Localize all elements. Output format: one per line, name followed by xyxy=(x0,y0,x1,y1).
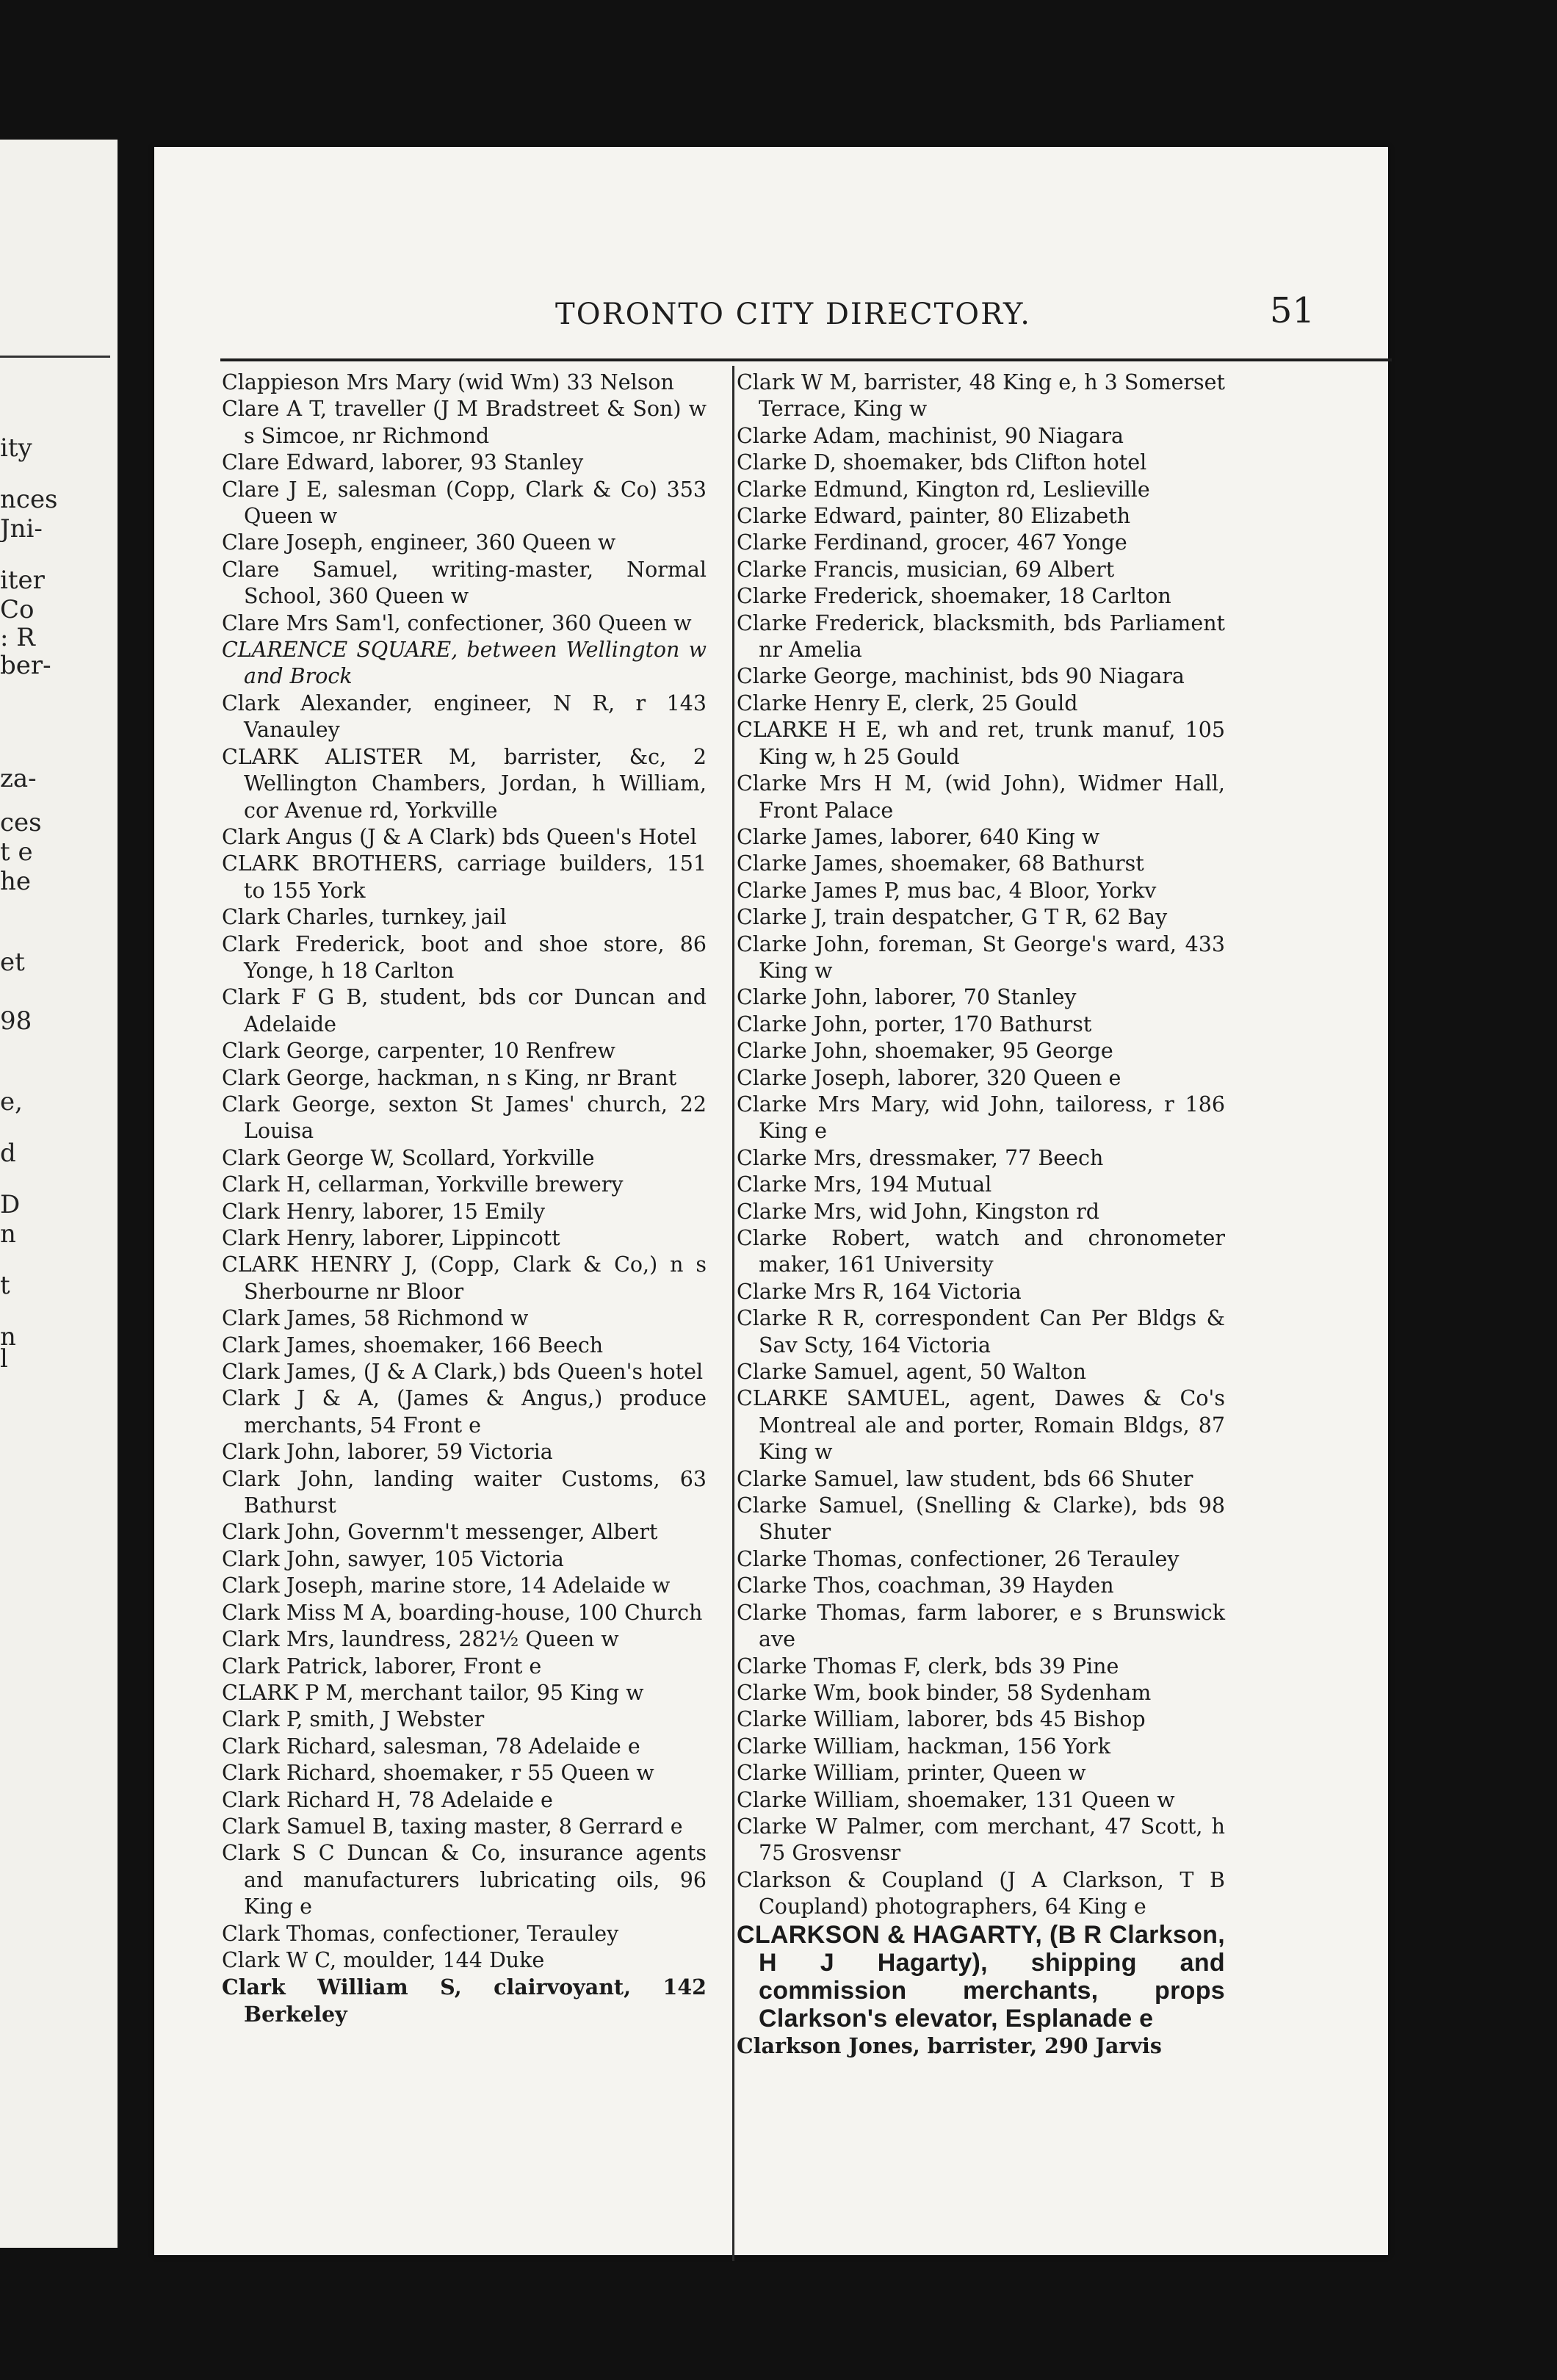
directory-entry: Clarke John, laborer, 70 Stanley xyxy=(737,985,1077,1010)
directory-entry: Clark J & A, (James & Angus,) produce merchants, 54 Front e xyxy=(222,1386,707,1438)
directory-entry: Clarke Mrs, dressmaker, 77 Beech xyxy=(737,1145,1104,1170)
directory-entry: Clarke James P, mus bac, 4 Bloor, Yorkv xyxy=(737,878,1157,903)
directory-entry: Clarke Adam, machinist, 90 Niagara xyxy=(737,423,1124,448)
header-rule xyxy=(220,358,1392,361)
adjacent-page-fragment: et xyxy=(0,948,25,977)
directory-entry: Clark Charles, turnkey, jail xyxy=(222,905,507,930)
directory-entry: Clark S C Duncan & Co, insurance agents and manufacturers lubricating oils, 96 King e xyxy=(222,1841,707,1919)
adjacent-page-fragment: ber- xyxy=(0,651,51,680)
directory-entry: Clarke R R, correspondent Can Per Bldgs & Sav Scty, 164 Victoria xyxy=(737,1306,1225,1357)
directory-entry: Clarke Mrs Mary, wid John, tailoress, r 186 King e xyxy=(737,1092,1225,1144)
directory-entry: Clark Richard, salesman, 78 Adelaide e xyxy=(222,1734,640,1759)
directory-entry: Clarke Edward, painter, 80 Elizabeth xyxy=(737,504,1131,529)
directory-entry: Clark James, (J & A Clark,) bds Queen's hotel xyxy=(222,1360,704,1385)
directory-entry: Clark Thomas, confectioner, Terauley xyxy=(222,1921,619,1946)
directory-entry: Clarkson & Coupland (J A Clarkson, T B Coupland) photographers, 64 King e xyxy=(737,1867,1225,1919)
directory-entry: Clark Alexander, engineer, N R, r 143 Vanauley xyxy=(222,690,707,743)
directory-entry: CLARK P M, merchant tailor, 95 King w xyxy=(222,1680,644,1705)
directory-entry: Clarke Frederick, blacksmith, bds Parliament nr Amelia xyxy=(737,610,1225,663)
adjacent-page-fragment: : R xyxy=(0,623,35,652)
adjacent-page-fragment: n xyxy=(0,1219,16,1249)
directory-entry: Clarke James, shoemaker, 68 Bathurst xyxy=(737,851,1144,876)
directory-entry: Clare Edward, laborer, 93 Stanley xyxy=(222,450,584,475)
directory-entry: Clark Henry, laborer, 15 Emily xyxy=(222,1199,546,1224)
directory-entry: Clare J E, salesman (Copp, Clark & Co) 353 Queen w xyxy=(222,477,707,529)
directory-entry: Clarke John, shoemaker, 95 George xyxy=(737,1039,1113,1064)
directory-entry: Clarke William, laborer, bds 45 Bishop xyxy=(737,1707,1146,1732)
directory-entry: Clark Joseph, marine store, 14 Adelaide w xyxy=(222,1573,671,1598)
adjacent-page-fragment: D xyxy=(0,1190,21,1219)
directory-entry: CLARK BROTHERS, carriage builders, 151 to 155 York xyxy=(222,851,707,903)
directory-entry: Clark Angus (J & A Clark) bds Queen's Hotel xyxy=(222,824,697,849)
directory-entry: Clark John, landing waiter Customs, 63 Bathurst xyxy=(222,1466,707,1518)
directory-entry: Clark Miss M A, boarding-house, 100 Church xyxy=(222,1600,703,1625)
directory-entry: Clark John, sawyer, 105 Victoria xyxy=(222,1546,564,1571)
directory-entry: Clarke Mrs H M, (wid John), Widmer Hall, Front Palace xyxy=(737,771,1225,823)
adjacent-page-fragment: iter xyxy=(0,566,45,595)
directory-entry: Clarke Edmund, Kington rd, Leslieville xyxy=(737,477,1150,502)
adjacent-page-fragment: Jni- xyxy=(0,514,43,544)
directory-entry: Clark Richard, shoemaker, r 55 Queen w xyxy=(222,1761,654,1786)
directory-entry: Clark Patrick, laborer, Front e xyxy=(222,1654,542,1678)
adjacent-page-fragment: d xyxy=(0,1139,16,1168)
directory-entry: Clark Samuel B, taxing master, 8 Gerrard e xyxy=(222,1814,683,1839)
directory-entry: Clark George, hackman, n s King, nr Brant xyxy=(222,1065,677,1090)
directory-entry: Clarke Frederick, shoemaker, 18 Carlton xyxy=(737,584,1171,609)
directory-entry: Clarke Francis, musician, 69 Albert xyxy=(737,557,1115,582)
directory-entry: Clarke Thomas, farm laborer, e s Brunswick ave xyxy=(737,1600,1225,1652)
directory-entry: Clare A T, traveller (J M Bradstreet & Son) w s Simcoe, nr Richmond xyxy=(222,397,707,448)
directory-entry: Clark Henry, laborer, Lippincott xyxy=(222,1226,560,1250)
adjacent-page-fragment: e, xyxy=(0,1087,23,1117)
directory-entry: Clarke William, hackman, 156 York xyxy=(737,1734,1111,1759)
directory-entry: CLARENCE SQUARE, between Wellington w and Brock xyxy=(222,638,707,689)
directory-entry: Clarke Samuel, (Snelling & Clarke), bds 98 Shuter xyxy=(737,1493,1225,1545)
directory-entry: Clark P, smith, J Webster xyxy=(222,1707,485,1732)
directory-entry: Clark George, carpenter, 10 Renfrew xyxy=(222,1039,615,1064)
directory-entry: Clarke Thomas F, clerk, bds 39 Pine xyxy=(737,1654,1119,1678)
directory-entry: Clarke Thos, coachman, 39 Hayden xyxy=(737,1573,1114,1598)
directory-entry: Clarke Robert, watch and chronometer maker, 161 University xyxy=(737,1226,1225,1277)
adjacent-page-fragment: ces xyxy=(0,808,42,837)
left-column xyxy=(222,369,707,2027)
directory-entry: Clarke Wm, book binder, 58 Sydenham xyxy=(737,1680,1152,1705)
adjacent-page-fragment: za- xyxy=(0,764,37,793)
adjacent-page-fragment: 98 xyxy=(0,1006,32,1036)
directory-entry: Clarke Thomas, confectioner, 26 Terauley xyxy=(737,1546,1180,1571)
directory-entry: Clarke W Palmer, com merchant, 47 Scott, h 75 Grosvensr xyxy=(737,1814,1225,1866)
directory-entry: Clarke John, foreman, St George's ward, 433 King w xyxy=(737,931,1225,983)
adjacent-page-fragment: n xyxy=(0,1322,16,1352)
directory-entry: Clarke D, shoemaker, bds Clifton hotel xyxy=(737,450,1147,475)
directory-entry-display: CLARKSON & HAGARTY, (B R Clarkson, H J Hagarty), shipping and commission merchants, props Clarkson's elevator, Esplanade e xyxy=(737,1920,1225,2033)
directory-entry: Clare Samuel, writing-master, Normal School, 360 Queen w xyxy=(222,557,707,609)
adjacent-page-fragment: Co xyxy=(0,595,35,624)
adjacent-page-fragment: t xyxy=(0,1271,10,1300)
directory-entry: Clark James, 58 Richmond w xyxy=(222,1306,529,1331)
page-number: 51 xyxy=(1269,290,1315,331)
page-header xyxy=(220,290,1366,356)
directory-entry: CLARK ALISTER M, barrister, &c, 2 Wellington Chambers, Jordan, h William, cor Avenue rd, Yorkville xyxy=(222,744,707,823)
directory-entry: Clark W M, barrister, 48 King e, h 3 Somerset Terrace, King w xyxy=(737,370,1225,422)
directory-entry: Clarke Samuel, agent, 50 Walton xyxy=(737,1360,1086,1385)
directory-entry: Clark George, sexton St James' church, 22 Louisa xyxy=(222,1092,707,1144)
directory-entry: Clark John, laborer, 59 Victoria xyxy=(222,1440,553,1465)
directory-entry: Clarke John, porter, 170 Bathurst xyxy=(737,1012,1092,1036)
directory-entry: Clarke Mrs, 194 Mutual xyxy=(737,1172,992,1197)
directory-entry: Clarke Henry E, clerk, 25 Gould xyxy=(737,690,1078,715)
adjacent-page-strip xyxy=(0,140,118,2248)
directory-entry: Clark F G B, student, bds cor Duncan and Adelaide xyxy=(222,985,707,1036)
directory-entry: Clarke Joseph, laborer, 320 Queen e xyxy=(737,1065,1121,1090)
directory-entry: Clark James, shoemaker, 166 Beech xyxy=(222,1333,604,1357)
directory-entry: Clarke George, machinist, bds 90 Niagara xyxy=(737,664,1185,689)
directory-entry: Clark William S, clairvoyant, 142 Berkeley xyxy=(222,1975,707,2027)
directory-entry: Clare Joseph, engineer, 360 Queen w xyxy=(222,530,616,555)
directory-page xyxy=(154,147,1388,2255)
right-column xyxy=(737,369,1225,2059)
directory-entry: Clarke James, laborer, 640 King w xyxy=(737,824,1100,849)
directory-entry: CLARK HENRY J, (Copp, Clark & Co,) n s Sherbourne nr Bloor xyxy=(222,1252,707,1304)
directory-entry: Clark John, Governm't messenger, Albert xyxy=(222,1520,658,1545)
directory-entry: Clarke Samuel, law student, bds 66 Shuter xyxy=(737,1466,1193,1491)
directory-entry: Clarkson Jones, barrister, 290 Jarvis xyxy=(737,2033,1162,2058)
directory-entry: Clark Frederick, boot and shoe store, 86 Yonge, h 18 Carlton xyxy=(222,931,707,983)
adjacent-page-fragment: nces xyxy=(0,485,58,514)
directory-entry: Clarke J, train despatcher, G T R, 62 Bay xyxy=(737,905,1168,930)
directory-entry: Clark Richard H, 78 Adelaide e xyxy=(222,1787,553,1812)
directory-entry: Clarke Ferdinand, grocer, 467 Yonge xyxy=(737,530,1127,555)
adjacent-page-fragment: l xyxy=(0,1344,8,1374)
adjacent-page-fragment: he xyxy=(0,867,32,896)
directory-entry: Clark H, cellarman, Yorkville brewery xyxy=(222,1172,624,1197)
directory-entry: CLARKE SAMUEL, agent, Dawes & Co's Montreal ale and porter, Romain Bldgs, 87 King w xyxy=(737,1386,1225,1465)
directory-entry: Clarke William, printer, Queen w xyxy=(737,1761,1086,1786)
adjacent-page-fragment: t e xyxy=(0,837,33,867)
directory-entry: Clark W C, moulder, 144 Duke xyxy=(222,1947,545,1972)
directory-entry: CLARKE H E, wh and ret, trunk manuf, 105 King w, h 25 Gould xyxy=(737,718,1225,769)
adjacent-page-rule xyxy=(0,356,110,358)
directory-entry: Clarke William, shoemaker, 131 Queen w xyxy=(737,1787,1175,1812)
directory-entry: Clarke Mrs, wid John, Kingston rd xyxy=(737,1199,1100,1224)
directory-entry: Clark George W, Scollard, Yorkville xyxy=(222,1145,595,1170)
running-title: TORONTO CITY DIRECTORY. xyxy=(555,298,1031,331)
directory-entry: Clare Mrs Sam'l, confectioner, 360 Queen w xyxy=(222,610,692,635)
directory-entry: Clark Mrs, laundress, 282½ Queen w xyxy=(222,1627,619,1652)
adjacent-page-fragment: ity xyxy=(0,433,32,463)
directory-entry: Clappieson Mrs Mary (wid Wm) 33 Nelson xyxy=(222,370,674,394)
column-divider xyxy=(732,366,734,2261)
directory-entry: Clarke Mrs R, 164 Victoria xyxy=(737,1279,1022,1304)
